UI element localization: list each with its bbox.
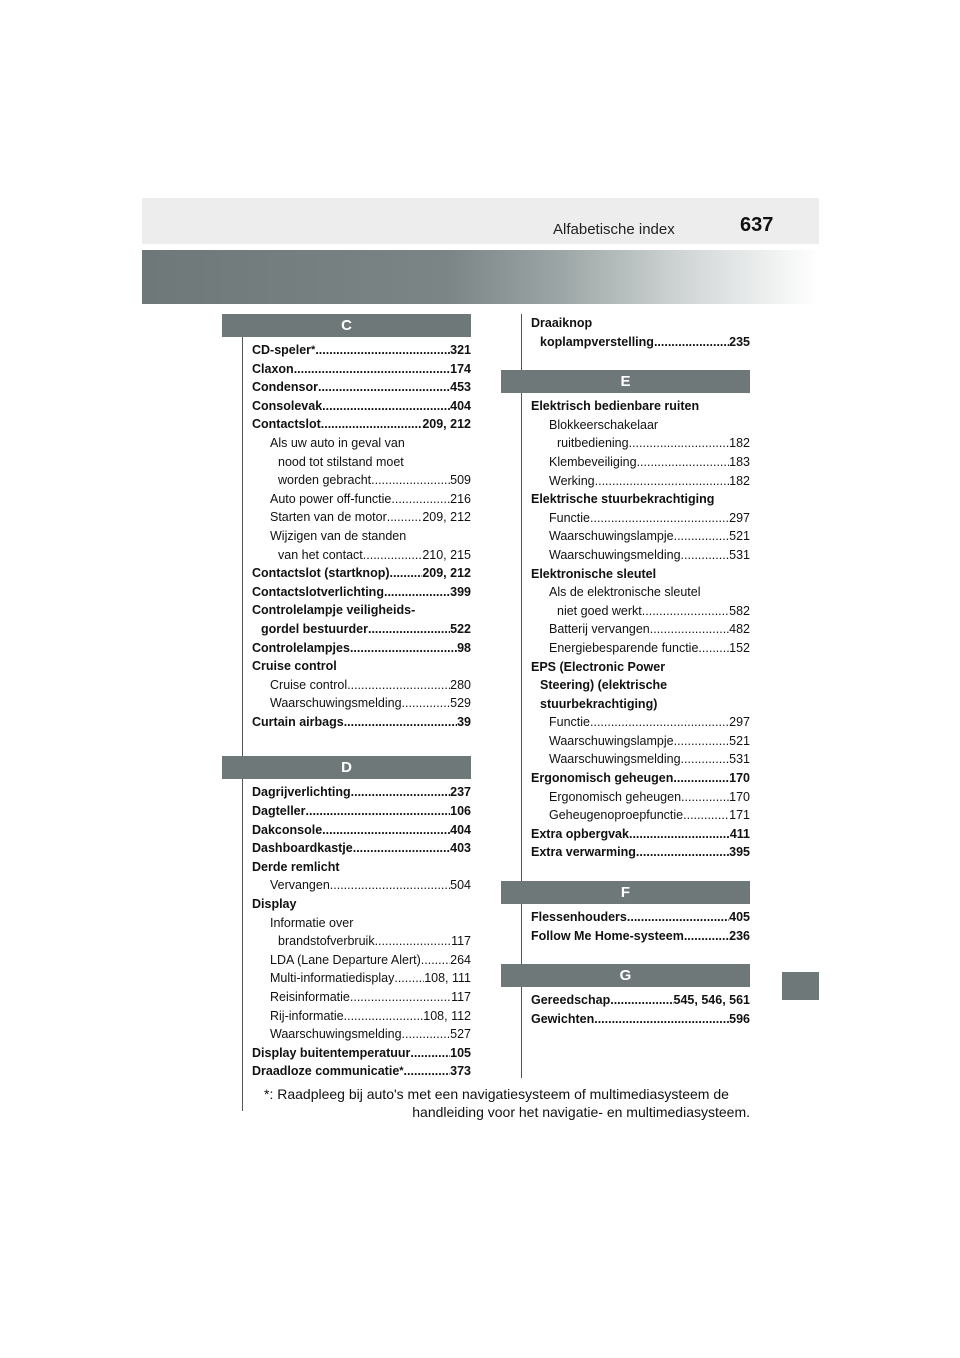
footnote-marker: * [311, 344, 316, 356]
index-entry [252, 713, 471, 732]
dot-leader [665, 658, 750, 677]
entry-term: Cruise control [270, 677, 348, 692]
dot-leader [654, 333, 729, 352]
entry-term: Dagrijverlichting [252, 785, 351, 800]
entry-page-ref: 373 [450, 1064, 471, 1079]
entry-page-ref: 521 [729, 733, 750, 748]
index-entry [252, 415, 471, 434]
index-entry [252, 951, 471, 970]
entry-page-ref: 596 [729, 1011, 750, 1026]
index-entry [531, 490, 750, 509]
dot-leader [391, 490, 450, 509]
index-entry [531, 658, 750, 677]
index-entry [252, 783, 471, 802]
entry-term: Draadloze communicatie [252, 1064, 400, 1079]
dot-leader [629, 825, 730, 844]
entry-page-ref: 531 [729, 752, 750, 767]
section-gap [501, 945, 750, 964]
index-entry [531, 453, 750, 472]
entry-term: koplampverstelling [540, 334, 654, 349]
dot-leader [594, 1010, 729, 1029]
index-entry [531, 788, 750, 807]
entry-page-ref: 170 [729, 771, 750, 786]
index-entry [252, 378, 471, 397]
entry-page-ref: 209, 212 [422, 566, 471, 581]
index-entry [252, 858, 471, 877]
index-entries [222, 783, 471, 1081]
entry-page-ref: 297 [729, 510, 750, 525]
entry-term: Waarschuwingsmelding [270, 1027, 402, 1042]
index-entry [252, 564, 471, 583]
entry-page-ref: 404 [450, 398, 471, 413]
entry-term: Steering) (elektrische [540, 678, 668, 693]
entry-page-ref: 235 [729, 334, 750, 349]
entry-term: Contactslot [252, 417, 321, 432]
entry-term: Waarschuwingslampje [549, 529, 674, 544]
entry-term: Waarschuwingslampje [549, 733, 674, 748]
entry-term: Draaiknop [531, 316, 593, 330]
dot-leader [681, 750, 730, 769]
entry-term: Blokkeerschakelaar [549, 417, 659, 432]
entry-page-ref: 98 [457, 640, 471, 655]
index-entry [531, 991, 750, 1010]
index-entry [252, 839, 471, 858]
entry-page-ref: 171 [729, 808, 750, 823]
entry-term: Multi-informatiedisplay [270, 971, 395, 986]
dot-leader [363, 546, 423, 565]
index-entry [252, 620, 471, 639]
entry-term: Gewichten [531, 1011, 595, 1026]
entry-page-ref: 210, 215 [422, 547, 471, 562]
dot-leader [421, 951, 450, 970]
letter-heading-f: F [501, 881, 750, 904]
entry-term: Klembeveiliging [549, 454, 637, 469]
index-entry [252, 471, 471, 490]
entry-page-ref: 216 [450, 491, 471, 506]
entry-page-ref: 395 [729, 845, 750, 860]
index-entry [252, 1044, 471, 1063]
index-entry [252, 676, 471, 695]
entry-page-ref: 237 [450, 785, 471, 800]
entry-term: Controlelampjes [252, 640, 350, 655]
dot-leader [344, 1007, 424, 1026]
dot-leader [610, 991, 673, 1010]
index-entry [252, 341, 471, 360]
index-entry [252, 694, 471, 713]
dot-leader [330, 876, 450, 895]
index-entry [252, 988, 471, 1007]
entry-page-ref: 531 [729, 547, 750, 562]
letter-heading-e: E [501, 370, 750, 393]
dot-leader [353, 914, 471, 933]
entry-term: Display buitentemperatuur [252, 1045, 411, 1060]
index-entry [252, 508, 471, 527]
entry-term: EPS (Electronic Power [531, 659, 666, 674]
dot-leader [657, 695, 750, 714]
footnote [264, 1085, 750, 1121]
index-entry [531, 695, 750, 714]
dot-leader [714, 490, 750, 509]
entry-page-ref: 152 [729, 640, 750, 655]
entry-page-ref: 529 [450, 696, 471, 711]
entry-page-ref: 105 [450, 1045, 471, 1060]
left-column [222, 314, 471, 1081]
entry-term: Waarschuwingsmelding [549, 547, 681, 562]
entry-page-ref: 453 [450, 380, 471, 395]
index-entries [222, 341, 471, 731]
index-entry [531, 509, 750, 528]
index-entry [531, 397, 750, 416]
entry-page-ref: 411 [729, 826, 750, 841]
index-entry [252, 546, 471, 565]
entry-term: Follow Me Home-systeem [531, 928, 684, 943]
entry-page-ref: 170 [729, 789, 750, 804]
dot-leader [681, 788, 729, 807]
dot-leader [350, 988, 451, 1007]
entry-page-ref: 108, 112 [423, 1008, 471, 1023]
entry-term: Extra opbergvak [531, 826, 629, 841]
index-entry [252, 434, 471, 453]
entry-term: Functie [549, 510, 590, 525]
index-entry [252, 527, 471, 546]
index-entry [531, 750, 750, 769]
dot-leader [402, 694, 451, 713]
index-entry [531, 676, 750, 695]
index-entry [252, 1007, 471, 1026]
entry-term: Display [252, 897, 297, 912]
entry-page-ref: 521 [729, 529, 750, 544]
dot-leader [318, 378, 450, 397]
index-entry [531, 416, 750, 435]
index-entry [252, 639, 471, 658]
entry-term: stuurbekrachtiging) [540, 696, 658, 711]
entry-page-ref: 182 [729, 436, 750, 451]
entry-term: Geheugenoproepfunctie [549, 808, 684, 823]
entry-term: Als de elektronische sleutel [549, 585, 701, 600]
index-entry [531, 843, 750, 862]
index-entry [531, 1010, 750, 1029]
letter-heading-d: D [222, 756, 471, 779]
dot-leader [321, 415, 423, 434]
index-entry [531, 546, 750, 565]
dot-leader [322, 821, 450, 840]
entry-term: Elektrisch bedienbare ruiten [531, 399, 700, 414]
entry-term: Flessenhouders [531, 910, 627, 925]
chapter-band [142, 250, 819, 304]
entry-term: Waarschuwingsmelding [270, 696, 402, 711]
dot-leader [406, 527, 471, 546]
entry-term: Elektronische sleutel [531, 566, 657, 581]
letter-heading-g: G [501, 964, 750, 987]
entry-term: brandstofverbruik [278, 934, 375, 949]
entry-page-ref: 209, 212 [422, 510, 471, 525]
index-entry [252, 453, 471, 472]
dot-leader [371, 471, 450, 490]
index-entry [252, 657, 471, 676]
dot-leader [674, 732, 730, 751]
index-entries [501, 397, 750, 862]
entry-term: Starten van de motor [270, 510, 387, 525]
dot-leader [405, 434, 471, 453]
dot-leader [351, 783, 451, 802]
entry-term: Wijzigen van de standen [270, 528, 407, 543]
entry-page-ref: 522 [450, 621, 471, 636]
entry-term: Cruise control [252, 659, 337, 674]
index-entry [531, 825, 750, 844]
entry-term: nood tot stilstand moet [278, 454, 404, 469]
entry-page-ref: 399 [450, 584, 471, 599]
dot-leader [658, 416, 750, 435]
index-entry [252, 932, 471, 951]
entry-term: Contactslotverlichting [252, 584, 384, 599]
entry-term: Reisinformatie [270, 990, 350, 1004]
dot-leader [415, 601, 471, 620]
dot-leader [315, 341, 450, 360]
entry-term: CD-speler [252, 343, 312, 357]
footnote-marker: * [399, 1065, 404, 1078]
index-entry [531, 713, 750, 732]
dot-leader [344, 713, 457, 732]
entry-term: Als uw auto in geval van [270, 435, 405, 450]
dot-leader [340, 858, 471, 877]
entry-term: Claxon [252, 361, 294, 376]
entry-term: Rij-informatie [270, 1008, 344, 1023]
index-entry [531, 314, 750, 333]
dot-leader [404, 1062, 451, 1081]
index-entries [501, 908, 750, 945]
index-entry [531, 806, 750, 825]
dot-leader [347, 676, 450, 695]
entry-page-ref: 117 [451, 934, 471, 949]
dot-leader [350, 639, 457, 658]
chapter-thumb-tab [782, 972, 819, 1000]
entry-term: Controlelampje veiligheids- [252, 603, 416, 618]
entry-term: Auto power off-functie [270, 491, 392, 506]
dot-leader [296, 895, 471, 914]
index-entry [531, 333, 750, 352]
index-entry [252, 876, 471, 895]
dot-leader [667, 676, 750, 695]
entry-term: Informatie over [270, 915, 354, 930]
entry-page-ref: 106 [450, 804, 471, 819]
section-gap [501, 351, 750, 370]
entry-page-ref: 209, 212 [422, 417, 471, 432]
right-column [501, 314, 750, 1028]
index-entry [531, 927, 750, 946]
entry-page-ref: 108, 111 [424, 971, 471, 986]
entry-term: Consolevak [252, 398, 323, 413]
entry-term: Derde remlicht [252, 859, 340, 874]
entry-page-ref: 297 [729, 715, 750, 730]
entry-term: Extra verwarming [531, 845, 636, 860]
entry-page-ref: 182 [729, 473, 750, 488]
index-entries [501, 314, 750, 351]
dot-leader [368, 620, 450, 639]
dot-leader [674, 527, 730, 546]
dot-leader [410, 1044, 450, 1063]
entry-term: Vervangen [270, 878, 330, 893]
entry-term: Dakconsole [252, 822, 323, 837]
dot-leader [404, 453, 471, 472]
dot-leader [402, 1025, 451, 1044]
entry-page-ref: 117 [451, 990, 471, 1004]
index-entry [531, 908, 750, 927]
dot-leader [637, 453, 730, 472]
entry-term: Waarschuwingsmelding [549, 752, 681, 767]
dot-leader [642, 602, 729, 621]
dot-leader [306, 802, 451, 821]
entry-page-ref: 403 [450, 841, 471, 856]
dot-leader [394, 969, 424, 988]
index-entry [252, 397, 471, 416]
dot-leader [673, 769, 729, 788]
entry-page-ref: 39 [457, 714, 471, 729]
dot-leader [590, 713, 729, 732]
index-entry [531, 527, 750, 546]
dot-leader [322, 397, 450, 416]
index-entry [531, 620, 750, 639]
dot-leader [384, 583, 450, 602]
index-entry [252, 1062, 471, 1081]
dot-leader [683, 806, 729, 825]
dot-leader [650, 620, 729, 639]
dot-leader [294, 360, 450, 379]
index-entry [531, 565, 750, 584]
entry-page-ref: 504 [450, 878, 471, 893]
dot-leader [700, 583, 750, 602]
entry-page-ref: 405 [729, 910, 750, 925]
dot-leader [390, 564, 423, 583]
entry-term: Batterij vervangen [549, 622, 650, 637]
dot-leader [684, 927, 729, 946]
index-entry [252, 895, 471, 914]
entry-term: Elektrische stuurbekrachtiging [531, 492, 715, 507]
entry-term: Ergonomisch geheugen [549, 789, 682, 804]
entry-page-ref: 174 [450, 361, 471, 376]
index-entry [531, 602, 750, 621]
index-entry [252, 583, 471, 602]
index-entry [252, 802, 471, 821]
footnote-line-1: *: Raadpleeg bij auto's met een navigatiesysteem of multimediasysteem de [264, 1086, 729, 1102]
entry-term: Curtain airbags [252, 714, 344, 729]
section-title: Alfabetische index [553, 221, 675, 238]
page-number: 637 [740, 214, 774, 236]
entry-term: niet goed werkt [557, 603, 642, 618]
entry-page-ref: 509 [450, 473, 471, 488]
dot-leader [592, 314, 750, 333]
dot-leader [681, 546, 730, 565]
entry-term: Dagteller [252, 804, 306, 819]
entry-term: worden gebracht [278, 473, 372, 488]
dot-leader [629, 434, 730, 453]
index-entries [501, 991, 750, 1028]
entry-term: Gereedschap [531, 993, 611, 1008]
entry-page-ref: 404 [450, 822, 471, 837]
dot-leader [353, 839, 450, 858]
dot-leader [627, 908, 729, 927]
entry-page-ref: 183 [729, 454, 750, 469]
entry-page-ref: 264 [450, 952, 471, 967]
letter-heading-c: C [222, 314, 471, 337]
entry-term: Dashboardkastje [252, 841, 353, 856]
section-gap [222, 731, 471, 756]
entry-term: ruitbediening [557, 436, 629, 451]
dot-leader [595, 472, 730, 491]
index-entry [252, 601, 471, 620]
dot-leader [698, 639, 729, 658]
dot-leader [375, 932, 451, 951]
footnote-line-2: handleiding voor het navigatie- en multimediasysteem. [412, 1104, 750, 1120]
entry-term: Energiebesparende functie [549, 640, 699, 655]
dot-leader [656, 565, 750, 584]
entry-term: Ergonomisch geheugen [531, 771, 674, 786]
index-entry [531, 769, 750, 788]
entry-term: Werking [549, 473, 595, 488]
index-entry [252, 490, 471, 509]
dot-leader [337, 657, 471, 676]
entry-term: van het contact [278, 547, 363, 562]
index-entry [252, 969, 471, 988]
index-entry [531, 434, 750, 453]
index-entry [531, 639, 750, 658]
entry-term: Condensor [252, 380, 318, 395]
index-entry [531, 472, 750, 491]
entry-page-ref: 582 [729, 603, 750, 618]
entry-page-ref: 545, 546, 561 [673, 993, 750, 1008]
index-entry [252, 360, 471, 379]
entry-term: Functie [549, 715, 590, 730]
index-entry [531, 583, 750, 602]
entry-page-ref: 236 [729, 928, 750, 943]
index-entry [531, 732, 750, 751]
header-band [142, 198, 819, 244]
index-entry [252, 914, 471, 933]
entry-term: Contactslot (startknop) [252, 566, 390, 581]
entry-page-ref: 527 [450, 1027, 471, 1042]
entry-term: LDA (Lane Departure Alert) [270, 952, 421, 967]
index-entry [252, 1025, 471, 1044]
dot-leader [636, 843, 729, 862]
entry-term: gordel bestuurder [261, 621, 368, 636]
section-gap [501, 862, 750, 881]
dot-leader [387, 508, 423, 527]
entry-page-ref: 280 [450, 677, 471, 692]
entry-page-ref: 321 [450, 343, 471, 357]
entry-page-ref: 482 [729, 622, 750, 637]
index-entry [252, 821, 471, 840]
dot-leader [590, 509, 729, 528]
dot-leader [699, 397, 750, 416]
